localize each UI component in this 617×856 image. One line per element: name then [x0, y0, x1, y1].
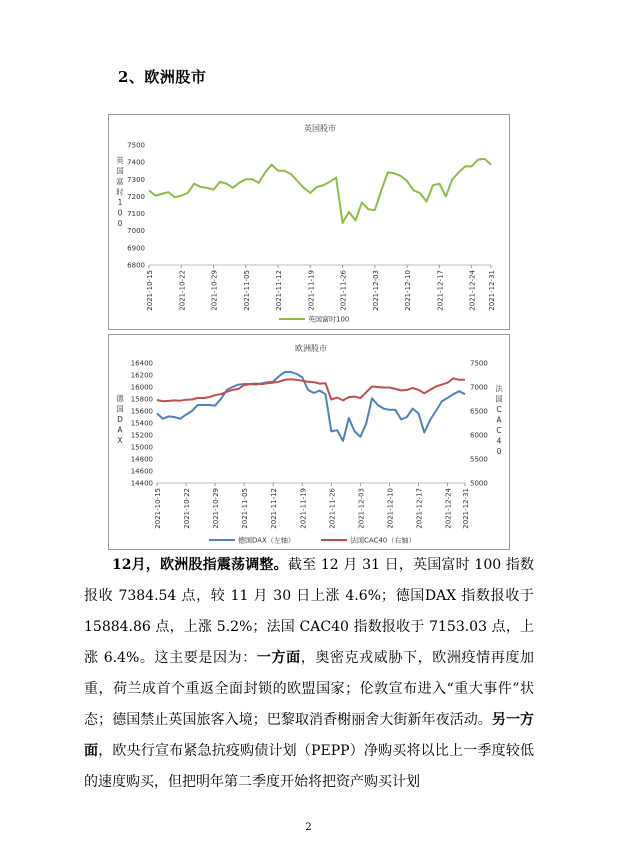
x-tick-label: 2021-12-03 [371, 270, 380, 311]
y-left-tick-label: 16200 [130, 371, 153, 380]
x-tick-label: 2021-10-22 [178, 270, 187, 311]
paragraph-body-1: 截至 12 月 31 日，英国富时 100 指数报收 7384.54 点，较 11 月 30 日上涨 4.6%；德国DAX 指数报收于 15884.86 点，上涨 5.2%；法国 CAC40 指数报收于 7153.03 点，上涨 6.4%。这主要是因为： [84, 557, 534, 666]
y-right-axis-label-char: C [496, 405, 502, 414]
y-left-tick-label: 16000 [130, 383, 153, 392]
x-tick-label: 2021-10-22 [183, 488, 192, 529]
y-right-tick-label: 5500 [470, 455, 488, 464]
y-axis-label-char: 0 [117, 208, 123, 218]
analysis-paragraph [84, 550, 534, 798]
x-tick-label: 2021-12-10 [386, 488, 395, 529]
paragraph-body-2: ，奥密克戎威胁下，欧洲疫情再度加重，荷兰成首个重返全面封锁的欧盟国家；伦敦宣布进入“重大事件”状态；德国禁止英国旅客入境；巴黎取消香榭丽舍大街新年夜活动。 [84, 650, 534, 728]
y-left-tick-label: 15600 [130, 407, 153, 416]
legend-label-ftse100: 英国富时100 [308, 315, 350, 324]
y-right-axis-label-char: 法 [495, 384, 503, 393]
x-tick-label: 2021-12-24 [444, 488, 453, 529]
y-left-axis-label-char: A [117, 425, 123, 435]
x-tick-label: 2021-11-26 [339, 270, 348, 311]
x-tick-label: 2021-10-29 [212, 488, 221, 529]
x-tick-label: 2021-12-24 [468, 270, 477, 311]
x-tick-label: 2021-11-26 [328, 488, 337, 529]
paragraph-lead: 12月，欧洲股指震荡调整。 [112, 557, 288, 573]
y-axis-label-char: 0 [117, 219, 123, 228]
y-tick-label: 7200 [127, 192, 145, 201]
series-line-ftse100 [149, 159, 491, 223]
y-axis-label-char: 英 [116, 156, 124, 165]
x-tick-label: 2021-12-03 [357, 488, 366, 529]
y-left-tick-label: 15200 [130, 431, 153, 440]
chart-title: 欧洲股市 [295, 344, 327, 353]
x-tick-label: 2021-11-05 [241, 488, 250, 529]
x-tick-label: 2021-10-29 [210, 270, 219, 311]
y-left-axis-label-char: D [117, 415, 123, 424]
y-axis-label-char: 1 [117, 198, 123, 207]
x-tick-label: 2021-11-19 [307, 270, 316, 311]
series-line-cac40 [157, 378, 465, 401]
x-tick-label: 2021-11-12 [270, 488, 279, 529]
europe-stock-chart-svg [109, 335, 509, 549]
page-number: 2 [305, 822, 312, 833]
paragraph-second-reason: 另一方面 [84, 712, 535, 759]
paragraph-first-reason: 一方面 [256, 650, 301, 666]
y-left-tick-label: 14600 [130, 467, 153, 476]
x-tick-label: 2021-10-15 [154, 488, 162, 529]
y-tick-label: 7100 [127, 210, 145, 219]
y-tick-label: 7500 [127, 141, 145, 150]
uk-stock-chart-svg [109, 115, 509, 329]
x-tick-label: 2021-10-15 [146, 270, 154, 311]
y-right-axis-label-char: 国 [495, 394, 503, 404]
y-tick-label: 7300 [127, 175, 145, 184]
y-right-tick-label: 6500 [470, 407, 488, 416]
y-left-axis-label-char: 德 [116, 394, 124, 403]
europe-stock-chart [108, 334, 510, 550]
y-right-tick-label: 7500 [470, 359, 488, 368]
legend-label-cac40: 法国CAC40（右轴） [350, 536, 416, 545]
x-tick-label: 2021-12-31 [462, 488, 470, 529]
paragraph-body-3: ，欧央行宣布紧急抗疫购债计划（PEPP）净购买将以比上一季度较低的速度购买，但把明年第二季度开始将把资产购买计划 [84, 743, 535, 790]
x-tick-label: 2021-12-31 [488, 270, 496, 311]
y-left-tick-label: 15000 [130, 443, 153, 452]
y-axis-label-char: 富 [116, 177, 124, 186]
y-left-tick-label: 14400 [130, 479, 153, 488]
x-tick-label: 2021-12-17 [436, 270, 445, 311]
y-tick-label: 6900 [127, 244, 145, 253]
x-tick-label: 2021-11-19 [299, 488, 308, 529]
chart-title: 英国股市 [304, 124, 336, 133]
x-tick-label: 2021-11-12 [275, 270, 284, 311]
y-right-axis-label-char: A [496, 415, 502, 425]
y-right-tick-label: 5000 [470, 479, 488, 488]
y-right-tick-label: 7000 [470, 383, 488, 392]
y-axis-label-char: 国 [116, 166, 124, 176]
y-left-tick-label: 15800 [130, 395, 153, 404]
y-left-tick-label: 16400 [130, 359, 153, 368]
uk-stock-chart [108, 114, 510, 330]
y-axis-label-char: 时 [116, 187, 124, 197]
x-tick-label: 2021-12-17 [415, 488, 424, 529]
legend-label-dax: 德国DAX（左轴） [238, 536, 295, 545]
y-tick-label: 6800 [127, 261, 145, 270]
y-left-axis-label-char: X [117, 436, 123, 445]
y-tick-label: 7000 [127, 227, 145, 236]
x-tick-label: 2021-12-10 [404, 270, 413, 311]
y-left-tick-label: 14800 [130, 455, 153, 464]
y-left-axis-label-char: 国 [116, 404, 124, 414]
y-right-axis-label-char: 0 [496, 447, 502, 456]
x-tick-label: 2021-11-05 [242, 270, 251, 311]
section-heading: 2、欧洲股市 [118, 68, 207, 86]
y-right-axis-label-char: 4 [496, 436, 502, 446]
y-right-axis-label-char: C [496, 426, 502, 435]
y-tick-label: 7400 [127, 158, 145, 167]
y-left-tick-label: 15400 [130, 419, 153, 428]
y-right-tick-label: 6000 [470, 431, 488, 440]
